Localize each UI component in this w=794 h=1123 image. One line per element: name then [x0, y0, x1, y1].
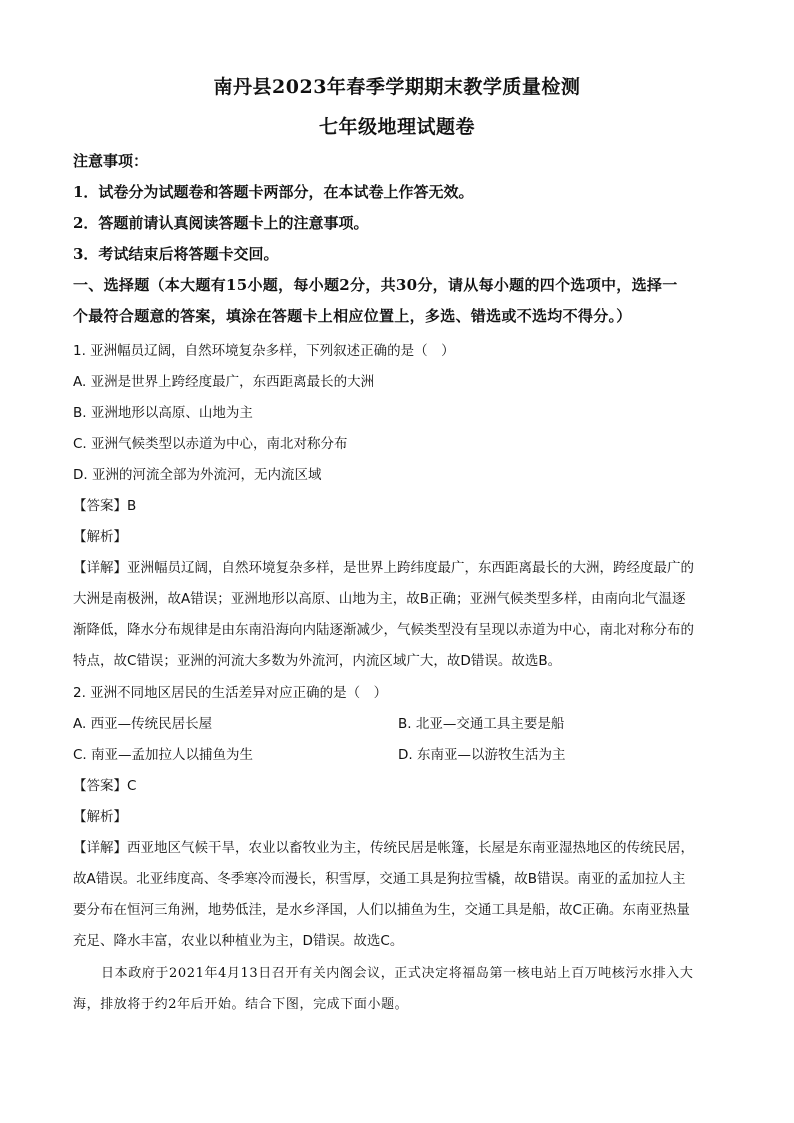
section-instruction-line1: 一、选择题（本大题有15小题，每小题2分，共30分，请从每小题的四个选项中，选择一 — [73, 276, 678, 294]
question-1-analysis-label: 【解析】 — [73, 529, 127, 545]
notice-item: 3．考试结束后将答题卡交回。 — [73, 245, 279, 263]
notice-item: 1．试卷分为试题卷和答题卡两部分，在本试卷上作答无效。 — [73, 183, 474, 201]
question-2-detail-line: 充足、降水丰富，农业以种植业为主，D错误。故选C。 — [73, 933, 404, 949]
question-2-option-b: B. 北亚—交通工具主要是船 — [398, 716, 565, 732]
question-2-answer: 【答案】C — [73, 778, 137, 794]
question-1-detail-line: 大洲是南极洲，故A错误；亚洲地形以高原、山地为主，故B正确；亚洲气候类型多样，由南向北气温逐 — [73, 591, 686, 607]
question-1-option-c: C. 亚洲气候类型以赤道为中心，南北对称分布 — [73, 436, 348, 452]
question-1-detail-line: 【详解】亚洲幅员辽阔，自然环境复杂多样，是世界上跨纬度最广，东西距离最长的大洲，跨经度最广的 — [73, 560, 694, 576]
question-1-option-d: D. 亚洲的河流全部为外流河，无内流区域 — [73, 467, 322, 483]
notice-item: 2．答题前请认真阅读答题卡上的注意事项。 — [73, 214, 369, 232]
question-1-stem: 1. 亚洲幅员辽阔，自然环境复杂多样，下列叙述正确的是（ ） — [73, 343, 455, 359]
notice-heading: 注意事项： — [73, 152, 149, 170]
page-title: 南丹县2023年春季学期期末教学质量检测 — [213, 76, 581, 98]
reading-passage-line: 日本政府于2021年4月13日召开有关内阁会议，正式决定将福岛第一核电站上百万吨核污水排入大 — [101, 966, 694, 981]
question-1-option-a: A. 亚洲是世界上跨经度最广，东西距离最长的大洲 — [73, 374, 375, 390]
question-1-answer: 【答案】B — [73, 498, 137, 514]
question-2-stem: 2. 亚洲不同地区居民的生活差异对应正确的是（ ） — [73, 685, 388, 701]
question-2-analysis-label: 【解析】 — [73, 809, 127, 825]
section-instruction-line2: 个最符合题意的答案，填涂在答题卡上相应位置上，多选、错选或不选均不得分。） — [73, 307, 632, 325]
question-2-option-d: D. 东南亚—以游牧生活为主 — [398, 747, 566, 763]
question-2-option-c: C. 南亚—孟加拉人以捕鱼为生 — [73, 747, 254, 763]
question-1-option-b: B. 亚洲地形以高原、山地为主 — [73, 405, 253, 421]
page-subtitle: 七年级地理试题卷 — [318, 116, 475, 138]
reading-passage-line: 海，排放将于约2年后开始。结合下图，完成下面小题。 — [73, 997, 409, 1012]
question-1-detail-line: 渐降低，降水分布规律是由东南沿海向内陆逐渐减少，气候类型没有呈现以赤道为中心，南北对称分布的 — [73, 622, 694, 638]
question-1-detail-line: 特点，故C错误；亚洲的河流大多数为外流河，内流区域广大，故D错误。故选B。 — [73, 653, 562, 669]
question-2-detail-line: 【详解】西亚地区气候干旱，农业以畜牧业为主，传统民居是帐篷，长屋是东南亚湿热地区的传统民居， — [73, 840, 694, 856]
question-2-detail-line: 要分布在恒河三角洲，地势低洼，是水乡泽国，人们以捕鱼为生，交通工具是船，故C正确。东南亚热量 — [73, 902, 690, 918]
question-2-option-a: A. 西亚—传统民居长屋 — [73, 716, 213, 732]
question-2-detail-line: 故A错误。北亚纬度高、冬季寒冷而漫长，积雪厚，交通工具是狗拉雪橇，故B错误。南亚的孟加拉人主 — [73, 871, 686, 887]
